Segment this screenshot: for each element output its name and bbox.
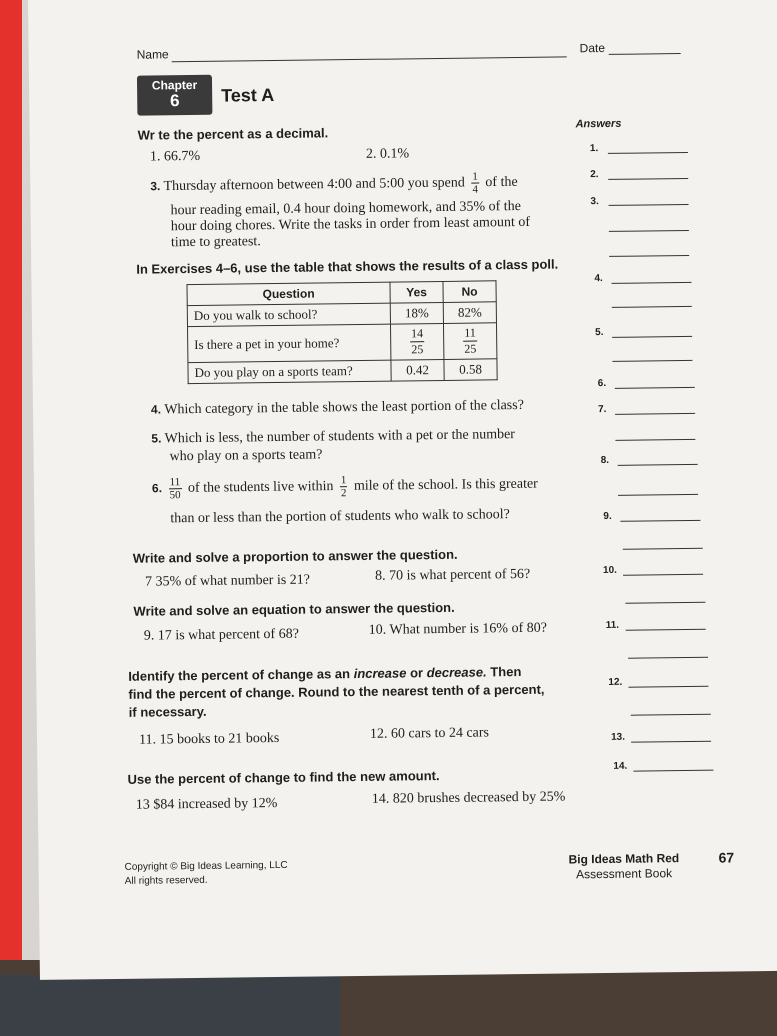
question-7	[145, 573, 310, 591]
row2-yes-denominator: 25	[411, 342, 424, 357]
answer-line[interactable]	[620, 520, 700, 522]
q13-text: $84 increased by 12%	[153, 796, 278, 813]
chapter-badge	[137, 75, 212, 116]
poll-heading: In Exercises 4–6, use the table that shows the results of a class poll.	[136, 256, 559, 277]
answer-number: 11.	[605, 619, 620, 631]
question-2	[366, 146, 409, 163]
answer-line[interactable]	[612, 336, 692, 338]
answer-line[interactable]	[625, 602, 705, 604]
cloth-corner	[0, 975, 340, 1036]
page-number: 67	[718, 849, 735, 866]
answer-number: 14.	[613, 760, 628, 772]
question-6	[152, 472, 538, 502]
red-binder-edge	[0, 0, 22, 1036]
row2-no	[443, 323, 496, 360]
answer-number: 6.	[597, 377, 607, 390]
q3-number: 3.	[150, 179, 161, 194]
q4-number: 4.	[150, 402, 162, 417]
worksheet-page	[28, 0, 777, 980]
answer-number: 3.	[590, 196, 599, 208]
q6-number: 6.	[151, 481, 163, 496]
table-row	[188, 323, 497, 363]
q3-line4: time to greatest.	[170, 234, 261, 251]
answer-line[interactable]	[618, 494, 698, 496]
answer-line[interactable]	[626, 629, 706, 631]
q8-number: 8.	[374, 568, 386, 584]
change-heading-line3: if necessary.	[128, 703, 207, 720]
q12-number: 12.	[369, 726, 388, 742]
header-yes: Yes	[390, 281, 443, 303]
q3-text-b: of the	[485, 174, 518, 191]
answer-number: 4.	[594, 272, 603, 285]
q13-number: 13	[135, 797, 150, 813]
proportion-heading: Write and solve a proportion to answer the question.	[132, 546, 458, 566]
question-13	[136, 796, 278, 814]
change-heading-line1: Identify the percent of change as an increase or decrease. Then	[128, 664, 522, 684]
question-1	[150, 149, 200, 166]
q9-text: 17 is what percent of 68?	[157, 626, 299, 644]
q7-text: 35% of what number is 21?	[155, 572, 311, 590]
q6-fraction-2: $\frac{1}{2}$	[340, 474, 347, 500]
answers-label: Answers	[575, 117, 622, 131]
question-4	[151, 398, 524, 419]
q3-line3: hour doing chores. Write the tasks in order from least amount of	[170, 214, 531, 235]
q1-text: 66.7%	[163, 148, 201, 165]
q10-text: What number is 16% of 80?	[389, 620, 548, 638]
q10-number: 10.	[368, 622, 387, 638]
q6-line2: than or less than the portion of students who walk to school?	[170, 507, 510, 527]
answer-number: 1.	[589, 143, 599, 155]
q5-number: 5.	[151, 431, 162, 446]
q11-text: 15 books to 21 books	[159, 730, 280, 748]
answer-line[interactable]	[623, 574, 703, 576]
chapter-word: Chapter	[151, 77, 198, 93]
q3-fraction: $\frac{1}{4}$	[472, 170, 479, 196]
q3-line2: hour reading email, 0.4 hour doing homework, and 35% of the	[170, 198, 521, 219]
row2-no-numerator: 11	[463, 326, 477, 342]
answer-line[interactable]	[633, 770, 713, 772]
date-label: Date	[579, 40, 606, 56]
question-12	[370, 725, 489, 742]
q14-number: 14.	[371, 791, 390, 807]
question-14	[372, 789, 566, 807]
answer-number: 12.	[608, 676, 623, 688]
q9-number: 9.	[143, 628, 155, 644]
section1-heading: Wr te the percent as a decimal.	[137, 125, 329, 143]
newamount-heading: Use the percent of change to find the new amount.	[127, 768, 440, 787]
row3-yes: 0.42	[391, 359, 444, 381]
chapter-number: 6	[169, 91, 180, 111]
q5-line1: Which is less, the number of students with a pet or the number	[164, 427, 516, 447]
row2-no-denominator: 25	[464, 341, 477, 356]
answer-number: 2.	[590, 169, 599, 181]
header-question: Question	[187, 282, 390, 305]
q2-number: 2.	[365, 146, 377, 162]
q7-number: 7	[145, 574, 153, 590]
q1-number: 1.	[149, 149, 161, 165]
answer-number: 13.	[610, 731, 626, 743]
answer-line[interactable]	[609, 255, 689, 257]
row3-no: 0.58	[444, 359, 497, 381]
answer-line[interactable]	[615, 413, 695, 415]
q2-text: 0.1%	[379, 146, 410, 162]
answer-line[interactable]	[612, 306, 692, 308]
equation-heading: Write and solve an equation to answer the question.	[133, 599, 455, 619]
answer-line[interactable]	[615, 439, 695, 441]
answer-number: 7.	[597, 403, 607, 416]
answer-line[interactable]	[611, 282, 691, 284]
q3-text-a: Thursday afternoon between 4:00 and 5:00 you spend	[163, 175, 465, 195]
q8-text: 70 is what percent of 56?	[388, 566, 531, 584]
answer-line[interactable]	[608, 178, 688, 180]
answer-line[interactable]	[623, 548, 703, 550]
book-title: Big Ideas Math Red	[568, 851, 680, 867]
rights-text: All rights reserved.	[124, 874, 208, 887]
name-line	[172, 56, 567, 62]
change-heading-line2: find the percent of change. Round to the nearest tenth of a percent,	[128, 681, 545, 702]
question-3	[150, 170, 518, 199]
row2-yes-numerator: 14	[410, 326, 424, 342]
copyright-text: Copyright © Big Ideas Learning, LLC	[124, 859, 288, 873]
q6-fraction-1: $\frac{11}{50}$	[169, 476, 181, 502]
table-row	[188, 359, 497, 384]
name-label: Name	[136, 47, 169, 62]
row1-question: Do you walk to school?	[187, 303, 390, 326]
q14-text: 820 brushes decreased by 25%	[392, 789, 566, 807]
answer-number: 8.	[600, 454, 610, 467]
answer-line[interactable]	[612, 360, 692, 362]
q6-text-b: mile of the school. Is this greater	[353, 476, 538, 494]
answer-number: 5.	[595, 326, 604, 339]
q11-number: 11.	[138, 732, 157, 748]
header-no: No	[443, 281, 496, 303]
row1-no: 82%	[443, 302, 496, 324]
answer-line[interactable]	[618, 464, 698, 466]
row2-yes	[390, 323, 443, 360]
question-3-body	[170, 199, 530, 251]
row1-yes: 18%	[390, 302, 443, 324]
book-subtitle: Assessment Book	[575, 866, 673, 882]
answer-line[interactable]	[609, 230, 689, 232]
answer-line[interactable]	[608, 152, 688, 154]
q6-text-a: of the students live within	[187, 479, 334, 496]
row2-question: Is there a pet in your home?	[188, 324, 391, 362]
answer-number: 9.	[603, 510, 612, 523]
answer-line[interactable]	[628, 686, 708, 688]
answer-line[interactable]	[628, 657, 708, 659]
question-10	[369, 621, 547, 639]
copyright-block	[125, 859, 288, 889]
date-line	[609, 53, 681, 55]
answer-number: 10.	[602, 564, 617, 577]
row3-question: Do you play on a sports team?	[188, 360, 391, 383]
question-11	[139, 731, 279, 749]
poll-table	[186, 280, 497, 384]
change-heading	[128, 663, 545, 722]
answer-line[interactable]	[631, 714, 711, 716]
test-title: Test A	[221, 85, 275, 106]
q12-text: 60 cars to 24 cars	[390, 725, 490, 742]
q5-line2: who play on a sports team?	[169, 447, 323, 465]
q4-text: Which category in the table shows the least portion of the class?	[164, 397, 524, 418]
answer-line[interactable]	[615, 387, 695, 389]
question-9	[144, 627, 299, 645]
question-5	[151, 427, 515, 447]
question-8	[375, 567, 530, 585]
book-title-block	[568, 851, 679, 882]
answer-line[interactable]	[631, 741, 711, 743]
answer-line[interactable]	[609, 204, 689, 206]
